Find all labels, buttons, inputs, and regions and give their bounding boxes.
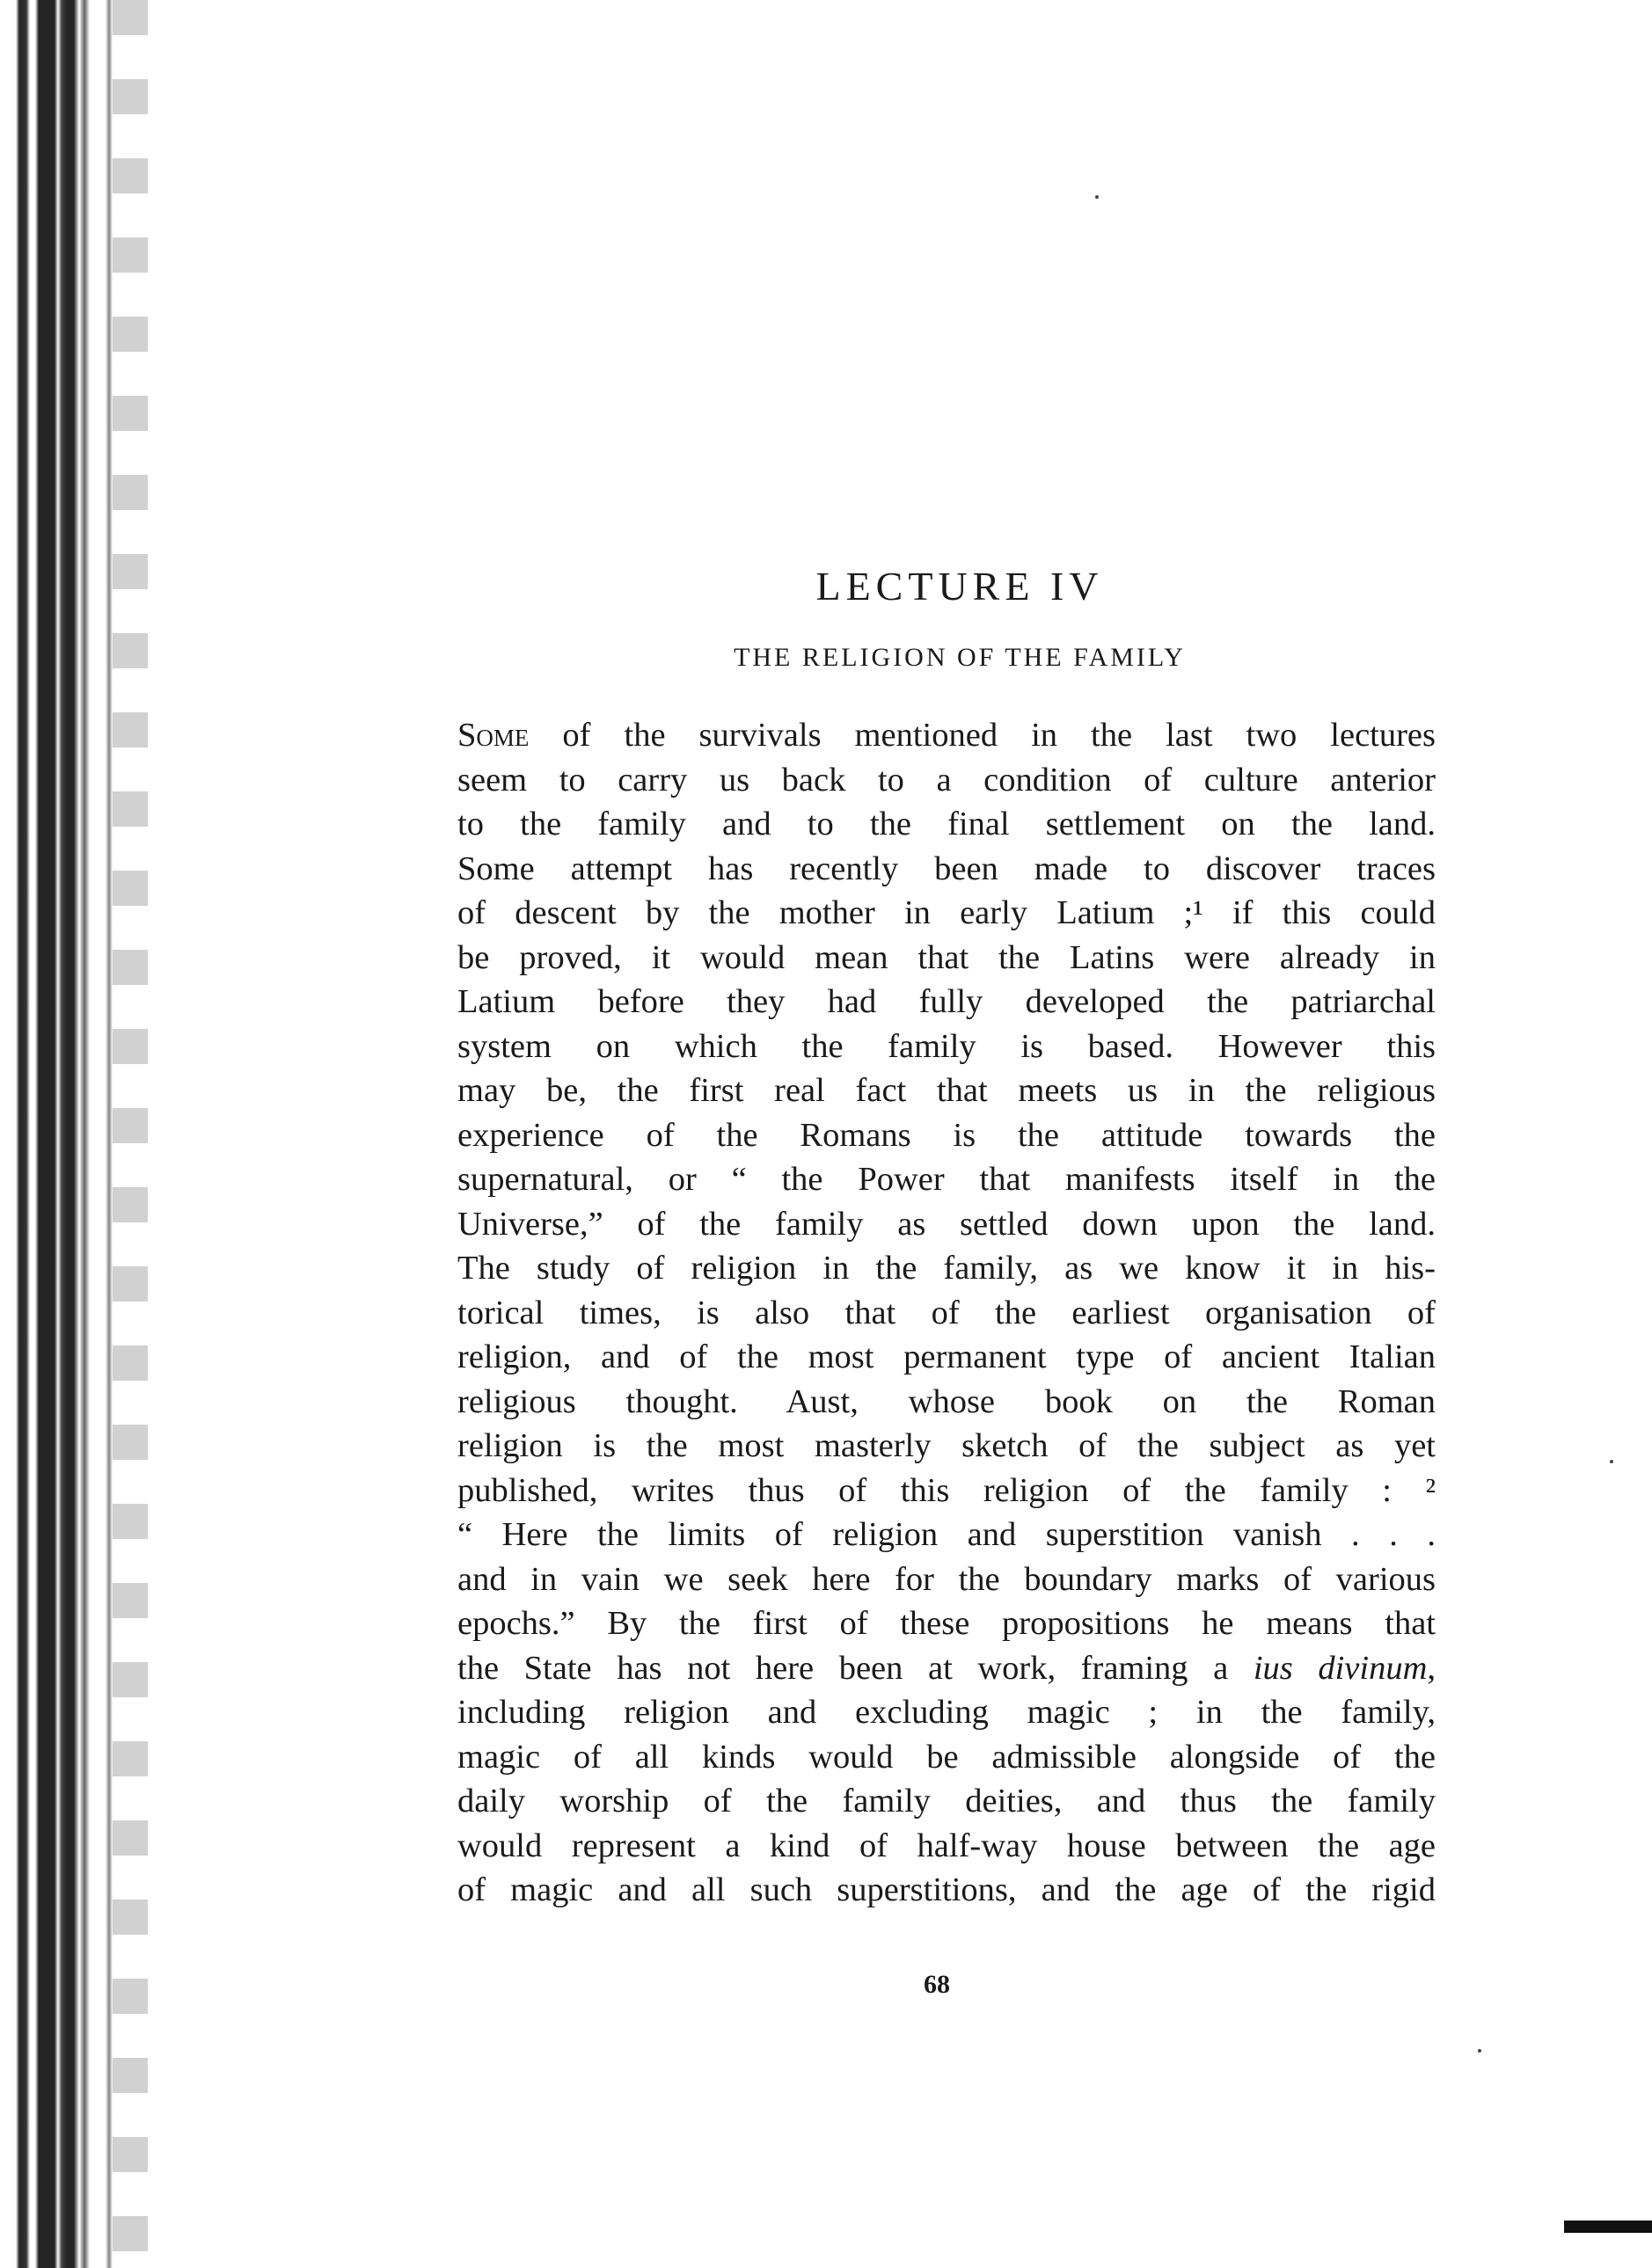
text-line: religious thought. Aust, whose book on the Roman xyxy=(457,1382,1436,1420)
text-line: religion is the most masterly sketch of the subject as yet xyxy=(457,1427,1436,1464)
text-line: religion, and of the most permanent type of ancient Italian xyxy=(457,1338,1436,1375)
scan-speck xyxy=(1610,1460,1613,1463)
text-line: torical times, is also that of the earliest organisation of xyxy=(457,1294,1436,1331)
lecture-title: LECTURE IV xyxy=(815,564,1104,609)
page-text xyxy=(457,563,1436,1913)
text-line: Some of the survivals mentioned in the last two lectures xyxy=(457,717,1436,754)
text-line: daily worship of the family deities, and thus the family xyxy=(457,1783,1436,1820)
text-line: be proved, it would mean that the Latins were already in xyxy=(457,938,1436,976)
text-line: may be, the first real fact that meets us in the religious xyxy=(457,1072,1436,1109)
text-line: and in vain we seek here for the boundary marks of various xyxy=(457,1560,1436,1598)
text-line: system on which the family is based. However this xyxy=(457,1027,1436,1065)
text-line: The study of religion in the family, as we know it in his- xyxy=(457,1250,1436,1287)
binding-shadow xyxy=(113,0,148,2268)
text-line: of magic and all such superstitions, and the age of the rigid xyxy=(457,1871,1436,1908)
text-line: epochs.” By the first of these propositions he means that xyxy=(457,1605,1436,1642)
scan-speck xyxy=(1095,195,1099,199)
scan-corner-mark xyxy=(1564,2221,1652,2233)
text-line: of descent by the mother in early Latium ;¹ if this could xyxy=(457,894,1436,931)
text-line: Universe,” of the family as settled down upon the land. xyxy=(457,1205,1436,1243)
text-line: magic of all kinds would be admissible alongside of the xyxy=(457,1738,1436,1776)
text-line: would represent a kind of half-way house between the age xyxy=(457,1827,1436,1864)
body-paragraph xyxy=(457,713,1436,1913)
chapter-subtitle: THE RELIGION OF THE FAMILY xyxy=(734,643,1186,672)
text-line: published, writes thus of this religion of the family : ² xyxy=(457,1471,1436,1509)
text-line: Some attempt has recently been made to discover traces xyxy=(457,850,1436,887)
text-line: to the family and to the final settlement on the land. xyxy=(457,806,1436,842)
text-line: “ Here the limits of religion and superstition vanish . . . xyxy=(457,1516,1436,1553)
scan-speck xyxy=(1478,2049,1481,2053)
text-line: supernatural, or “ the Power that manifests itself in the xyxy=(457,1161,1436,1198)
text-line: Latium before they had fully developed the patriarchal xyxy=(457,983,1436,1020)
text-line: the State has not here been at work, framing a ius divinum, xyxy=(457,1649,1436,1687)
text-line: experience of the Romans is the attitude towards the xyxy=(457,1116,1436,1154)
text-line: including religion and excluding magic ; in the family, xyxy=(457,1694,1436,1731)
text-line: seem to carry us back to a condition of culture anterior xyxy=(457,761,1436,799)
page-number: 68 xyxy=(924,1970,950,1999)
